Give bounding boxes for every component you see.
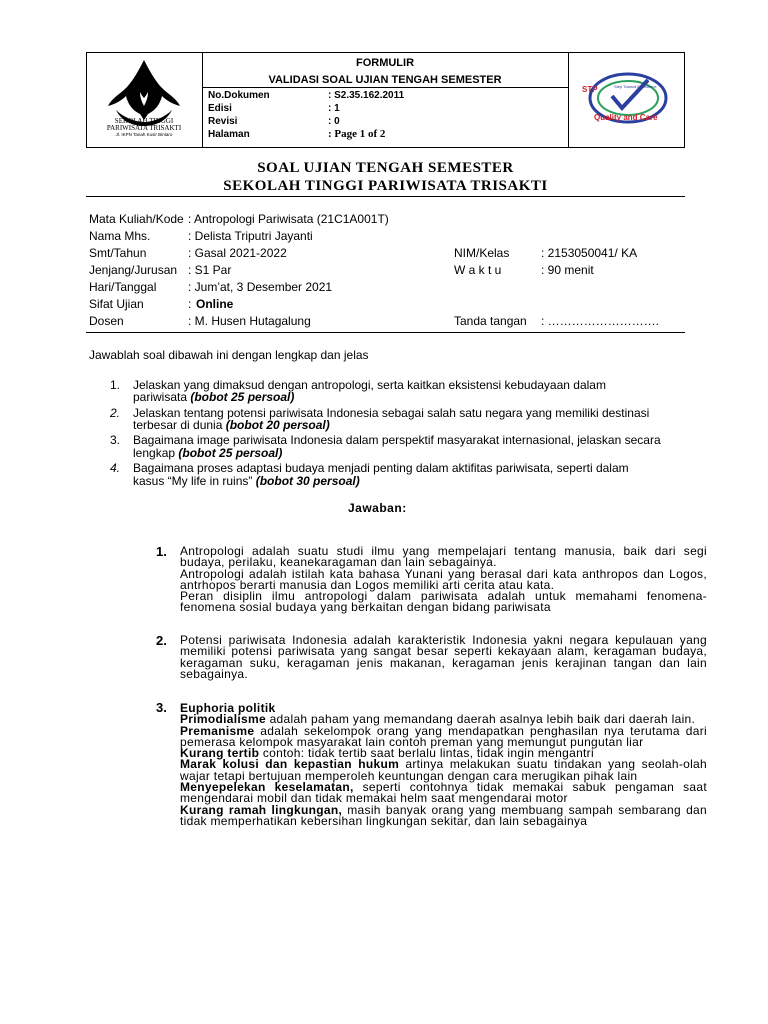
answer-term: Primodialisme bbox=[180, 712, 266, 727]
answer-term: Kurang tertib bbox=[180, 746, 260, 761]
info-rule bbox=[86, 332, 685, 333]
meta-value: : 1 bbox=[328, 103, 340, 114]
info-label: NIM/Kelas bbox=[454, 246, 510, 260]
info-value: : S1 Par bbox=[188, 263, 232, 277]
logo-text: Jl. IKPN Tanah Kusir Bintaro bbox=[115, 132, 173, 137]
logo-caption: Quality and Care bbox=[594, 113, 658, 122]
info-value: : 2153050041/ KA bbox=[541, 246, 638, 260]
signature-line: : ………………………. bbox=[541, 314, 660, 328]
answer-text: artinya melakukan suatu tindakan yang seolah-olah wajar tetapi bertujuan memperoleh keuntungan dengan cara merugikan pihak lain bbox=[180, 757, 708, 783]
answer-paragraph: Antropologi adalah istilah kata bahasa Yunani yang berasal dari kata anthropos dan Logos, antrhopos berarti manusia dan Logos memiliki arti cerita atau kata. bbox=[180, 566, 707, 592]
answer-item bbox=[180, 759, 707, 782]
answer-term: Marak kolusi dan kepastian hukum bbox=[180, 757, 400, 772]
answer-paragraph: Potensi pariwisata Indonesia adalah karakteristik Indonesia yakni negara kepulauan yang memiliki potensi pariwisata yang sangat besar seperti kekayaan alam, keragaman budaya, keragaman suku, keragaman jenis makanan, keragaman jenis kerajinan tangan dan lain sebagainya. bbox=[180, 633, 707, 681]
answer-paragraph: Antropologi adalah suatu studi ilmu yang mempelajari tentang manusia, baik dari segi budaya, perilaku, keanekaragaman dan lain sebagainya. bbox=[180, 544, 707, 570]
logo-text: SEKOLAH TINGGI bbox=[114, 117, 174, 125]
answer-paragraph: Peran disiplin ilmu antropologi dalam pariwisata adalah untuk memahami fenomena-fenomena sosial budaya yang berkaitan dengan bidang pariwisata bbox=[180, 589, 707, 615]
answer-heading: Euphoria politik bbox=[180, 701, 276, 715]
meta-value: : 0 bbox=[328, 116, 340, 127]
meta-key: Edisi bbox=[208, 103, 232, 114]
title-rule bbox=[86, 196, 685, 197]
question-text: Bagaimana proses adaptasi budaya menjadi penting dalam aktifitas pariwisata, seperti dalam bbox=[133, 461, 629, 475]
info-value: : M. Husen Hutagalung bbox=[188, 314, 311, 328]
answer-term: Menyepelekan keselamatan, bbox=[180, 780, 354, 795]
question-text: Jelaskan tentang potensi pariwisata Indonesia sebagai salah satu negara yang memiliki destinasi bbox=[133, 406, 650, 420]
school-logo bbox=[86, 52, 202, 148]
question-number: 2. bbox=[110, 406, 121, 420]
question-bobot: (bobot 25 persoal) bbox=[178, 446, 283, 460]
answer-1 bbox=[180, 546, 707, 614]
question-text-cont: kasus “My life in ruins” bbox=[133, 474, 256, 488]
logo-tagline: Step Toward Excellence bbox=[614, 84, 657, 89]
form-title: VALIDASI SOAL UJIAN TENGAH SEMESTER bbox=[268, 74, 502, 86]
question-text-cont: lengkap bbox=[133, 446, 179, 460]
answer-item bbox=[180, 802, 707, 828]
question-text: Jelaskan yang dimaksud dengan antropologi, serta kaitkan eksistensi kebudayaan dalam bbox=[133, 378, 606, 392]
question-text bbox=[133, 475, 360, 487]
info-label: Nama Mhs. bbox=[89, 229, 151, 243]
meta-key: Revisi bbox=[208, 116, 238, 127]
instruction: Jawablah soal dibawah ini dengan lengkap dan jelas bbox=[89, 348, 369, 362]
meta-value: : S2.35.162.2011 bbox=[328, 90, 405, 101]
info-value-prefix: : bbox=[188, 297, 192, 311]
answer-item bbox=[180, 723, 707, 749]
question-text bbox=[133, 391, 294, 403]
info-value: Online bbox=[196, 297, 234, 311]
question-number: 1. bbox=[110, 378, 121, 392]
answer-text: seperti contohnya tidak memakai sabuk pengaman saat mengendarai mobil dan tidak memakai helm saat mengendarai motor bbox=[180, 780, 707, 806]
question-text-cont: terbesar di dunia bbox=[133, 418, 226, 432]
page-subtitle: SEKOLAH TINGGI PARIWISATA TRISAKTI bbox=[223, 178, 548, 194]
answer-number: 1. bbox=[156, 544, 167, 559]
question-text-cont: pariwisata bbox=[133, 390, 191, 404]
quality-emblem-icon bbox=[568, 52, 685, 148]
question-number: 3. bbox=[110, 433, 121, 447]
info-value: : Antropologi Pariwisata (21C1A001T) bbox=[188, 212, 389, 226]
svg-text:STP: STP bbox=[582, 85, 598, 94]
info-label: W a k t u bbox=[454, 263, 502, 277]
logo-text: PARIWISATA TRISAKTI bbox=[106, 124, 182, 132]
info-label: Jenjang/Jurusan bbox=[89, 263, 178, 277]
quality-logo bbox=[568, 52, 685, 148]
answer-3 bbox=[180, 703, 707, 827]
info-value: : Delista Triputri Jayanti bbox=[188, 229, 313, 243]
answer-number: 2. bbox=[156, 633, 167, 648]
answers-heading: Jawaban: bbox=[348, 501, 407, 515]
info-label: Hari/Tanggal bbox=[89, 280, 157, 294]
meta-key: Halaman bbox=[208, 129, 250, 140]
question-bobot: (bobot 20 persoal) bbox=[225, 418, 330, 432]
info-value: : 90 menit bbox=[541, 263, 594, 277]
question-text bbox=[133, 447, 282, 459]
question-number: 4. bbox=[110, 461, 121, 475]
meta-value: : Page 1 of 2 bbox=[328, 128, 386, 140]
info-label: Dosen bbox=[89, 314, 124, 328]
answer-text: adalah sekelompok orang yang mendapatkan penghasilan nya terutama dari pemerasa kelompok masyarakat lain contoh preman yang memungut pungutan liar bbox=[180, 723, 707, 749]
answer-term: Kurang ramah lingkungan, bbox=[180, 802, 343, 817]
question-bobot: (bobot 30 persoal) bbox=[255, 474, 360, 488]
answer-item bbox=[180, 782, 707, 805]
page-title: SOAL UJIAN TENGAH SEMESTER bbox=[257, 160, 514, 176]
answer-text: masih banyak orang yang membuang sampah sembarang dan tidak memperhatikan kebersihan lingkungan sekitar, dan lain sebagainya bbox=[180, 802, 707, 828]
info-value: : Jum’at, 3 Desember 2021 bbox=[188, 280, 333, 294]
answer-number: 3. bbox=[156, 700, 167, 715]
question-bobot: (bobot 25 persoal) bbox=[190, 390, 295, 404]
meta-key: No.Dokumen bbox=[208, 90, 270, 101]
question-text: Bagaimana image pariwisata Indonesia dalam perspektif masyarakat internasional, jelaskan secara bbox=[133, 433, 661, 447]
divider bbox=[202, 87, 568, 88]
info-label: Mata Kuliah/Kode bbox=[89, 212, 184, 226]
info-label: Tanda tangan bbox=[454, 314, 527, 328]
info-value: : Gasal 2021-2022 bbox=[188, 246, 287, 260]
answer-2 bbox=[180, 635, 707, 680]
form-label: FORMULIR bbox=[355, 57, 415, 69]
answer-term: Premanisme bbox=[180, 723, 255, 738]
question-text bbox=[133, 419, 330, 431]
info-label: Smt/Tahun bbox=[89, 246, 147, 260]
answer-text: contoh: tidak tertib saat berlalu lintas, tidak ingin mengantri bbox=[259, 746, 594, 761]
info-label: Sifat Ujian bbox=[89, 297, 144, 311]
answer-text: adalah paham yang memandang daerah asalnya lebih baik dari daerah lain. bbox=[265, 712, 696, 727]
